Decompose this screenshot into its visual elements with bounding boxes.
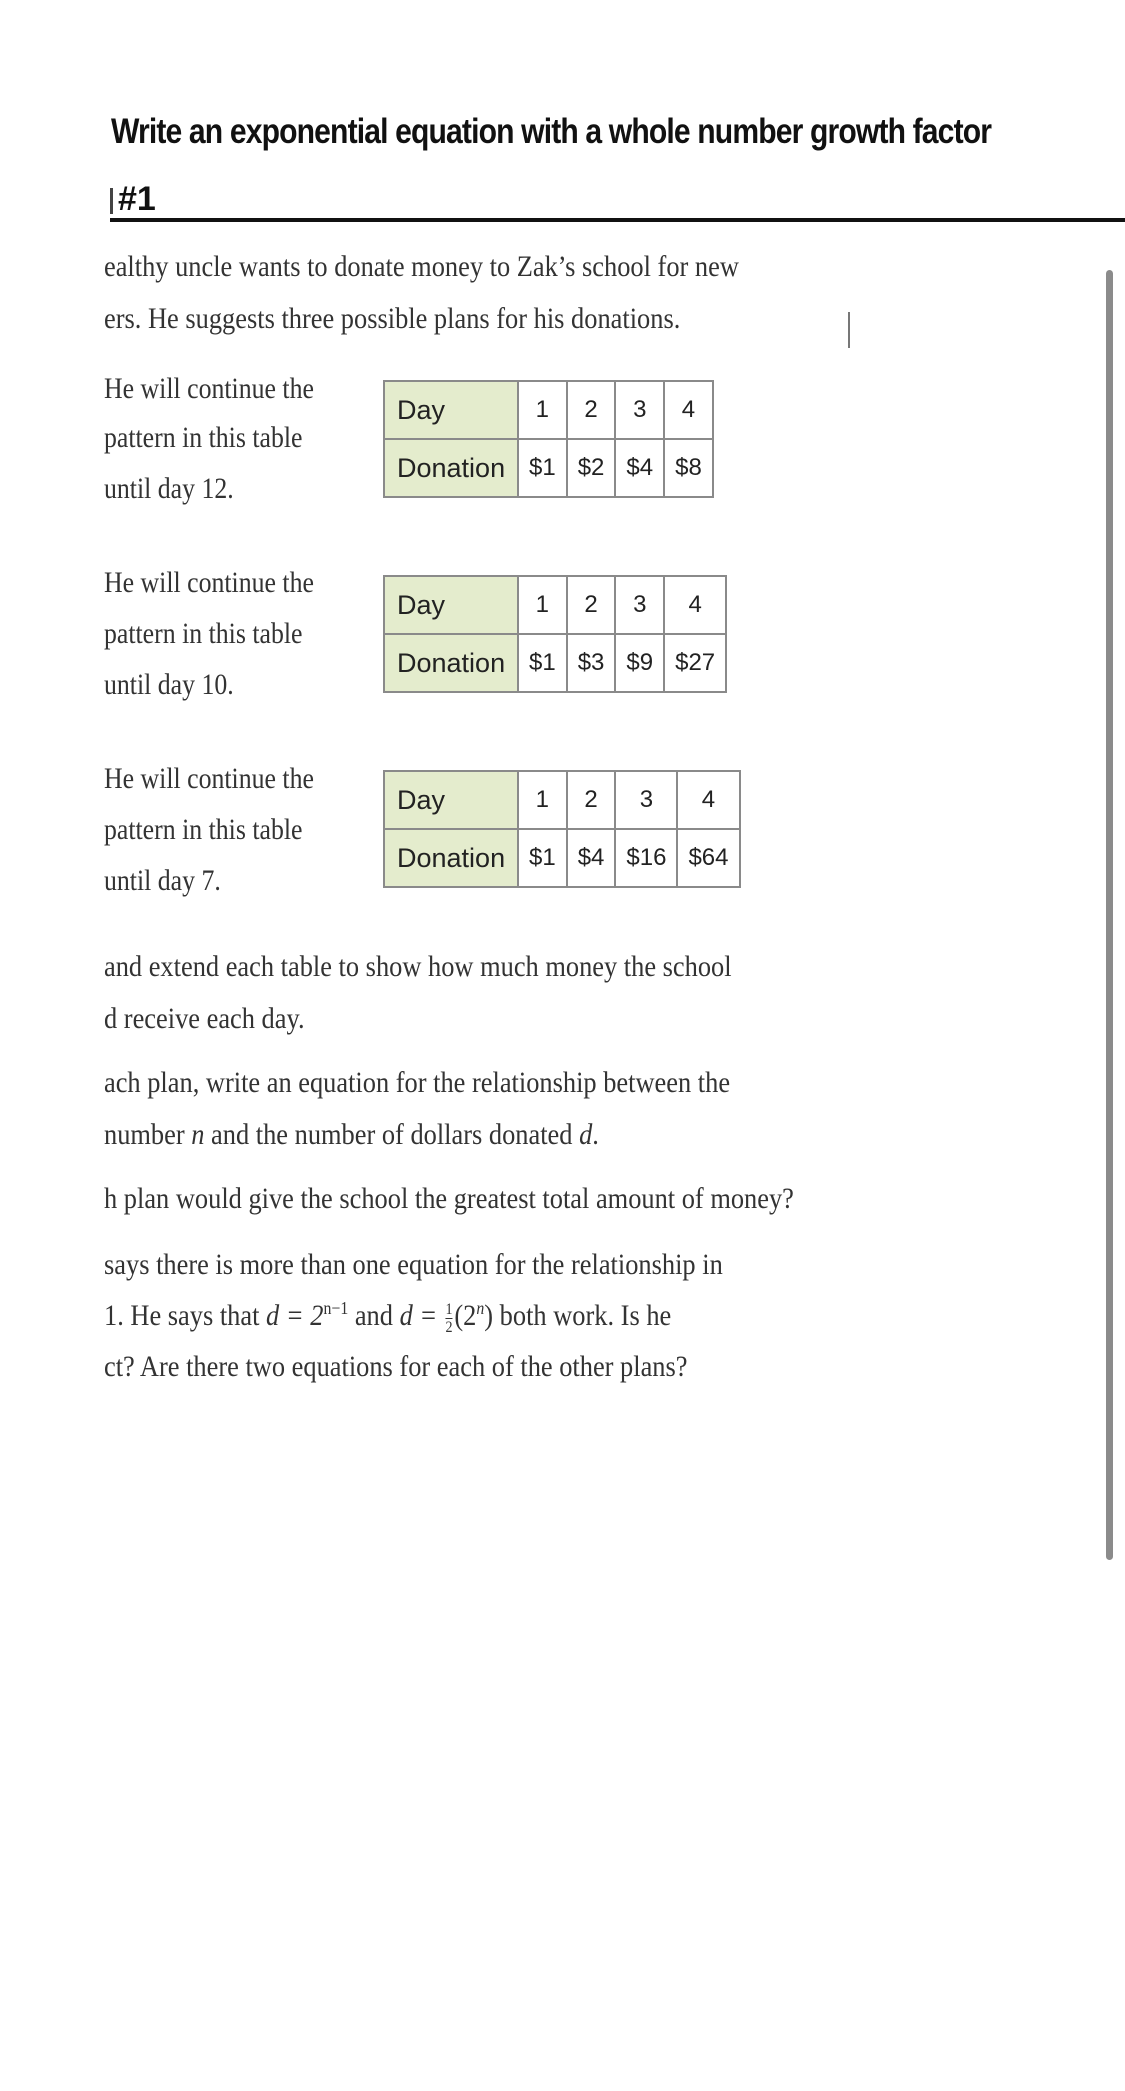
question-d-line-2 (104, 1298, 671, 1336)
plan3-line-1: He will continue the (104, 762, 314, 795)
table-cell: 4 (677, 771, 739, 829)
table-cell: $3 (567, 634, 616, 692)
plan2-line-2: pattern in this table (104, 617, 303, 650)
var-n: n (191, 1118, 205, 1151)
table-cell: $8 (664, 439, 713, 497)
table-cell: $9 (615, 634, 664, 692)
equation-2-exponent: n (476, 1298, 485, 1318)
plan2-line-1: He will continue the (104, 566, 314, 599)
table-cell: 4 (664, 576, 726, 634)
question-a-line-1: and extend each table to show how much money the school (104, 950, 732, 983)
question-b-text: . (592, 1118, 599, 1151)
text-cursor (848, 312, 850, 348)
table-row (384, 439, 713, 497)
table-cell: 2 (567, 771, 616, 829)
table-cell: 2 (567, 381, 616, 439)
table-cell: $27 (664, 634, 726, 692)
equation-1-exponent: n−1 (323, 1298, 349, 1318)
table-cell: $2 (567, 439, 616, 497)
row-label: Day (384, 576, 518, 634)
table-cell: $16 (615, 829, 677, 887)
table-row (384, 771, 740, 829)
table-cell: 3 (615, 576, 664, 634)
plan3-line-3: until day 7. (104, 864, 221, 897)
table-cell: $1 (518, 829, 567, 887)
table-cell: $1 (518, 634, 567, 692)
question-c-line: h plan would give the school the greatest total amount of money? (104, 1182, 794, 1215)
plan3-line-2: pattern in this table (104, 813, 303, 846)
intro-line-1: ealthy uncle wants to donate money to Zak’s school for new (104, 250, 739, 283)
table-cell: 2 (567, 576, 616, 634)
plan3-table (383, 770, 741, 888)
question-b-text: and the number of dollars donated (204, 1118, 580, 1151)
plan1-table (383, 380, 714, 498)
problem-number: #1 (118, 180, 156, 218)
row-label: Day (384, 381, 518, 439)
fraction-denominator: 2 (445, 1318, 453, 1336)
table-cell: 3 (615, 381, 664, 439)
fraction-half (446, 1301, 453, 1336)
row-label: Day (384, 771, 518, 829)
scrollbar[interactable] (1106, 270, 1113, 1560)
plan1-line-1: He will continue the (104, 372, 314, 405)
question-b-line-2 (104, 1118, 599, 1152)
equation-2-close: ) (484, 1299, 494, 1332)
table-row (384, 381, 713, 439)
plan2-line-3: until day 10. (104, 668, 234, 701)
equation-1: d = 2 (266, 1299, 324, 1332)
table-cell: 1 (518, 381, 567, 439)
intro-line-2: ers. He suggests three possible plans for his donations. (104, 302, 681, 335)
row-label: Donation (384, 829, 518, 887)
table-cell: $1 (518, 439, 567, 497)
table-cell: $64 (677, 829, 739, 887)
number-tick (110, 188, 113, 214)
plan1-line-3: until day 12. (104, 472, 234, 505)
table-cell: $4 (567, 829, 616, 887)
row-label: Donation (384, 634, 518, 692)
question-d-line-1: says there is more than one equation for the relationship in (104, 1248, 723, 1281)
question-d-text: both work. Is he (493, 1299, 672, 1332)
plan1-line-2: pattern in this table (104, 421, 303, 454)
var-d: d (579, 1118, 593, 1151)
question-b-text: number (104, 1118, 192, 1151)
table-row (384, 829, 740, 887)
page-heading: Write an exponential equation with a whole number growth factor (111, 112, 992, 151)
question-d-text: and (348, 1299, 400, 1332)
fraction-numerator: 1 (445, 1300, 453, 1318)
table-cell: $4 (615, 439, 664, 497)
question-b-line-1: ach plan, write an equation for the relationship between the (104, 1066, 731, 1099)
equation-2-body: (2 (454, 1299, 477, 1332)
table-row (384, 576, 726, 634)
question-a-line-2: d receive each day. (104, 1002, 305, 1035)
table-cell: 3 (615, 771, 677, 829)
question-d-text: 1. He says that (104, 1299, 267, 1332)
row-label: Donation (384, 439, 518, 497)
equation-2: d = (399, 1299, 444, 1332)
heading-rule (110, 218, 1125, 222)
question-d-line-3: ct? Are there two equations for each of the other plans? (104, 1350, 688, 1383)
table-cell: 1 (518, 576, 567, 634)
table-cell: 1 (518, 771, 567, 829)
table-cell: 4 (664, 381, 713, 439)
table-row (384, 634, 726, 692)
plan2-table (383, 575, 727, 693)
